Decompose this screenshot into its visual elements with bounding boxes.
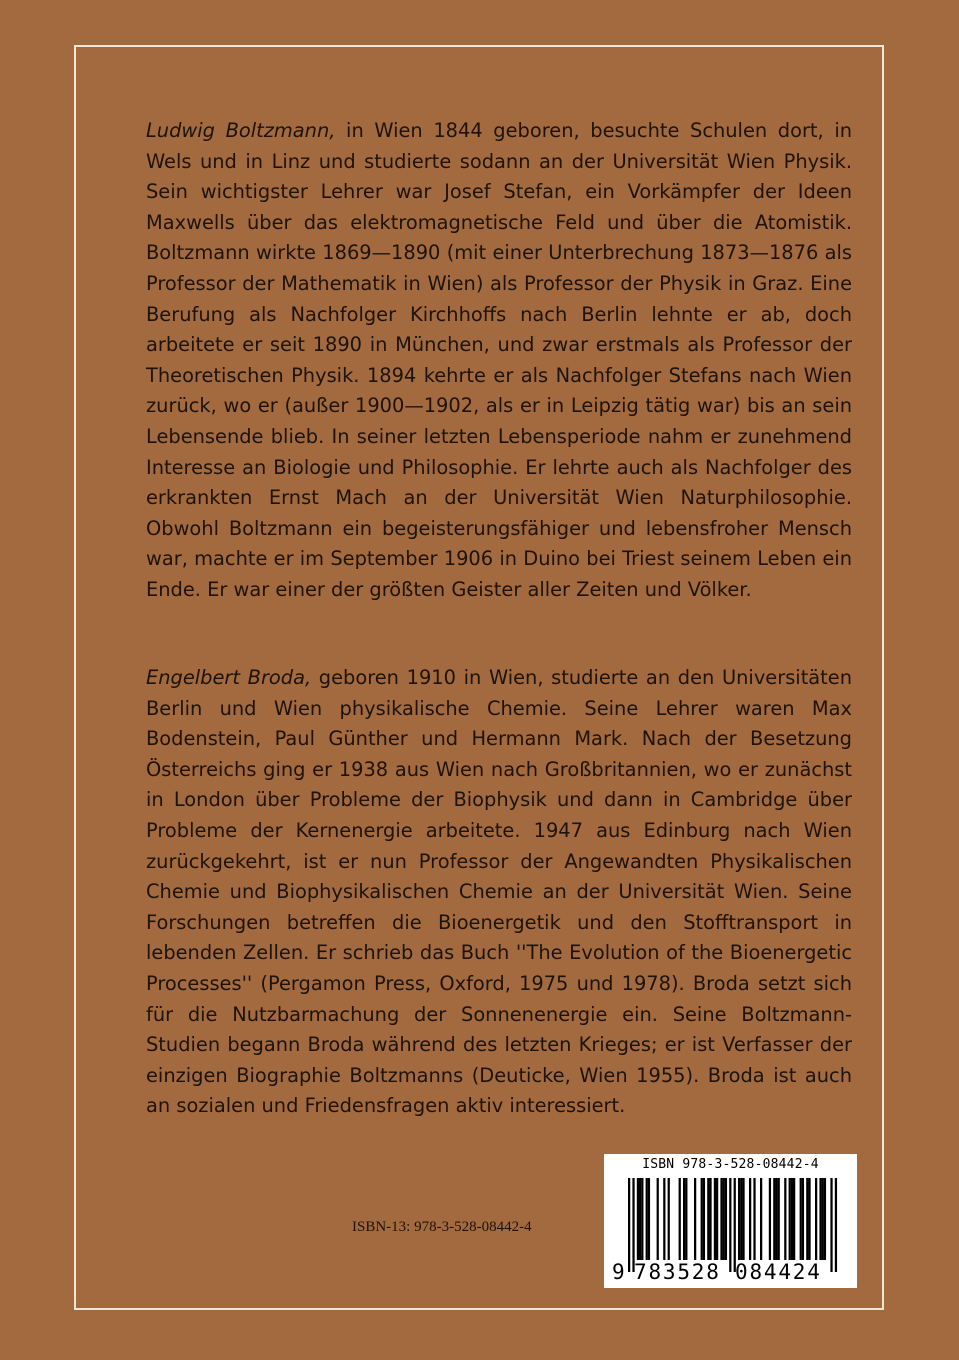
barcode-bar: [793, 1178, 795, 1260]
barcode-bar: [802, 1178, 804, 1260]
barcode-bar: [738, 1178, 740, 1260]
barcode-bar: [679, 1178, 681, 1260]
isbn-13-label: ISBN-13: 978-3-528-08442-4: [352, 1219, 532, 1235]
barcode-bar: [753, 1178, 755, 1260]
barcode-bar: [784, 1178, 786, 1260]
barcode-digit-first: 9: [612, 1260, 625, 1284]
barcode-bar: [760, 1178, 762, 1260]
barcode-bar: [725, 1178, 727, 1260]
barcode-bar: [683, 1178, 685, 1260]
barcode-bar: [637, 1178, 639, 1260]
barcode-bar: [775, 1178, 777, 1260]
barcode-digit-group-right: 084424: [735, 1260, 822, 1284]
barcode-guard-bar: [628, 1178, 630, 1272]
barcode-bar: [663, 1178, 665, 1260]
boltzmann-text: in Wien 1844 geboren, besuchte Schulen dort, in Wels und in Linz und studierte sodann an der Universität Wien Physik. Sein wichtigster Lehrer war Josef Stefan, ein Vorkämpfer der Ideen Maxwells über das elektromagnetische Feld und über die Atomistik. Boltzmann wirkte 1869—1890 (mit einer Unterbrechung 1873—1876 als Professor der Mathematik in Wien) als Professor der Physik in Graz. Eine Berufung als Nachfolger Kirchhoffs nach Berlin lehnte er ab, doch arbeitete er seit 1890 in München, und zwar erstmals als Professor der Theoretischen Physik. 1894 kehrte er als Nachfolger Stefans nach Wien zurück, wo er (außer 1900—1902, als er in Leipzig tätig war) bis an sein Lebensende blieb. In seiner letzten Lebensperiode nahm er zunehmend Interesse an Biologie und Philosophie. Er lehrte auch als Nachfolger des erkrankten Ernst Mach an der Universität Wien Naturphilosophie. Obwohl Boltzmann ein begeisterungsfähiger und lebensfroher Mensch war, machte er im September 1906 in Duino bei Triest seinem Leben ein Ende. Er war einer der größten Geister aller Zeiten und Völker.: [146, 119, 853, 601]
barcode-isbn-label: ISBN 978-3-528-08442-4: [642, 1157, 819, 1172]
barcode-bar: [720, 1178, 722, 1260]
barcode-bar: [709, 1178, 711, 1260]
barcode-bar: [723, 1178, 725, 1260]
barcode-bar: [714, 1178, 716, 1260]
barcode-guard-bar: [835, 1178, 837, 1272]
barcode-bar: [749, 1178, 751, 1260]
barcode-bar: [716, 1178, 718, 1260]
barcode-digit-group-left: 783528: [634, 1260, 721, 1284]
barcode-bar: [778, 1178, 780, 1260]
barcode-bar: [742, 1178, 744, 1260]
barcode-bar: [657, 1178, 659, 1260]
barcode-bar: [668, 1178, 670, 1260]
broda-text: geboren 1910 in Wien, studierte an den Universitäten Berlin und Wien physikalische Chemie. Seine Lehrer waren Max Bodenstein, Paul Günther und Hermann Mark. Nach der Besetzung Österreichs ging er 1938 aus Wien nach Großbritannien, wo er zunächst in London über Probleme der Biophysik und dann in Cambridge über Probleme der Kernenergie arbeitete. 1947 aus Edinburg nach Wien zurückgekehrt, ist er nun Professor der Angewandten Physikalischen Chemie und Biophysikalischen Chemie an der Universität Wien. Seine Forschungen betreffen die Bioenergetik und den Stofftransport in lebenden Zellen. Er schrieb das Buch ''The Evolution of the Bioenergetic Processes'' (Pergamon Press, Oxford, 1975 und 1978). Broda setzt sich für die Nutzbarmachung der Sonnenenergie ein. Seine Boltzmann-Studien begann Broda während des letzten Krieges; er ist Verfasser der einzigen Biographie Boltzmanns (Deuticke, Wien 1955). Broda ist auch an sozialen und Friedensfragen aktiv interessiert.: [146, 666, 852, 1118]
barcode-bar: [808, 1178, 810, 1260]
broda-name: Engelbert Broda,: [146, 666, 312, 689]
isbn-barcode: [604, 1154, 857, 1288]
barcode-bar: [740, 1178, 742, 1260]
barcode-bar: [694, 1178, 696, 1260]
barcode-bar: [815, 1178, 817, 1260]
barcode-bar: [703, 1178, 705, 1260]
barcode-bar: [819, 1178, 821, 1260]
barcode-bar: [789, 1178, 791, 1260]
barcode-bar: [773, 1178, 775, 1260]
barcode-bar: [824, 1178, 826, 1260]
barcode-bar: [791, 1178, 793, 1260]
barcode-guard-bar: [830, 1178, 832, 1272]
barcode-bar: [800, 1178, 802, 1260]
barcode-bar: [769, 1178, 771, 1260]
broda-biography: [146, 663, 852, 1122]
barcode-bar: [707, 1178, 709, 1260]
barcode-bar: [685, 1178, 687, 1260]
boltzmann-biography: [146, 116, 852, 606]
barcode-bar: [646, 1178, 648, 1260]
barcode-bar: [639, 1178, 641, 1260]
barcode-bar: [641, 1178, 643, 1260]
boltzmann-name: Ludwig Boltzmann,: [146, 119, 336, 142]
barcode-guard-bar: [729, 1178, 731, 1272]
barcode-bar: [806, 1178, 808, 1260]
barcode-bar: [822, 1178, 824, 1260]
barcode-bar: [648, 1178, 650, 1260]
barcode-bar: [701, 1178, 703, 1260]
